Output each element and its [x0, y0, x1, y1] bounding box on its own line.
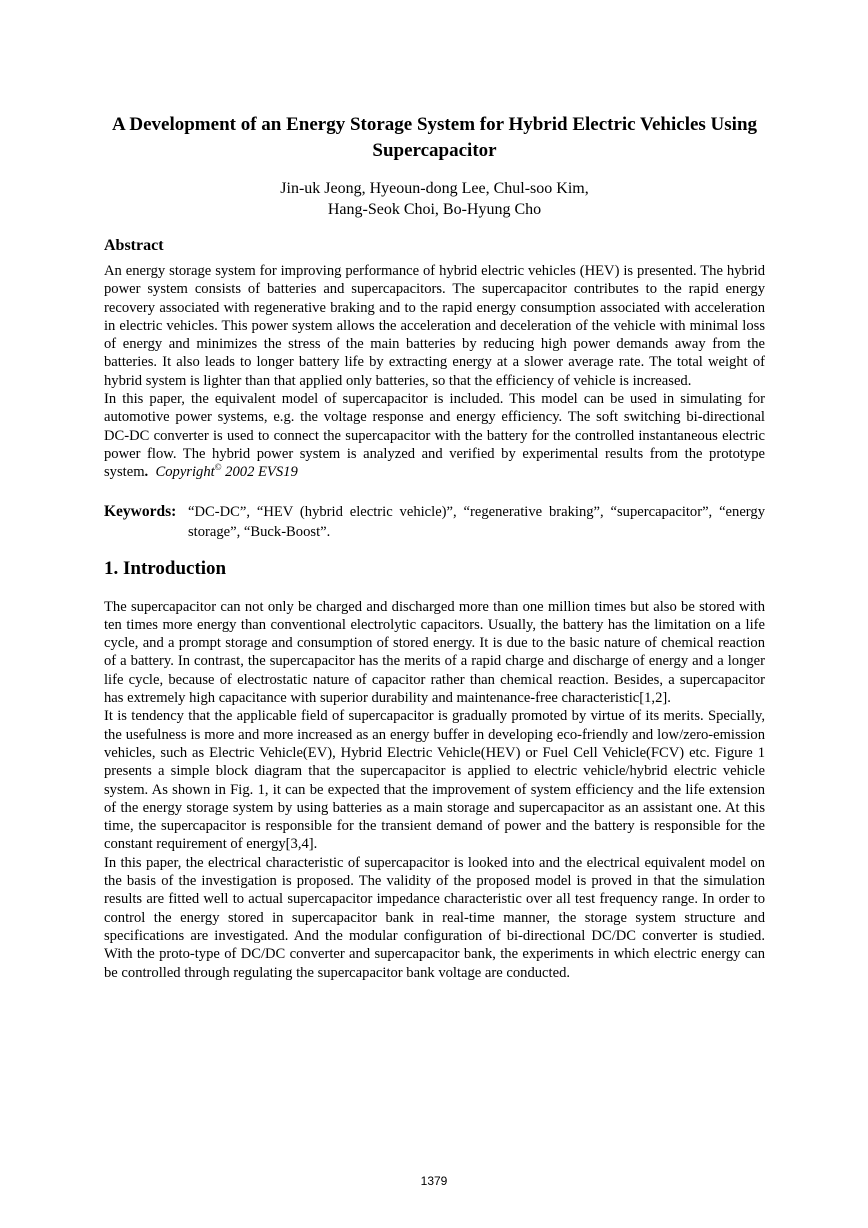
copyright-year: 2002 EVS19	[221, 464, 298, 481]
keywords-block	[104, 502, 765, 542]
abstract-paragraph-2	[104, 390, 765, 481]
abstract-heading: Abstract	[104, 237, 164, 254]
authors-line-1: Jin-uk Jeong, Hyeoun-dong Lee, Chul-soo Kim,	[280, 180, 589, 197]
paper-page	[104, 112, 765, 982]
paper-title: A Development of an Energy Storage System for Hybrid Electric Vehicles Using Supercapacitor	[111, 114, 758, 161]
author-list	[104, 178, 765, 220]
abstract-paragraph-1: An energy storage system for improving performance of hybrid electric vehicles (HEV) is presented. The hybrid power system consists of batteries and supercapacitors. The supercapacitor contributes to the rapid energy recovery associated with regenerative braking and to the rapid energy consumption associated with acceleration in electric vehicles. This power system allows the acceleration and deceleration of the vehicle with minimal loss of energy and minimizes the stress of the main batteries by reducing high power demands away from the batteries. It also leads to longer battery life by extracting energy at a slower average rate. The total weight of hybrid system is lighter than that applied only batteries, so that the efficiency of vehicle is increased.	[104, 263, 765, 389]
copyright-symbol: ©	[214, 462, 222, 473]
page-number: 1379	[420, 1174, 448, 1188]
intro-paragraph-3: In this paper, the electrical characteristic of supercapacitor is looked into and the electrical equivalent model on the basis of the investigation is proposed. The validity of the proposed model is proved in that the simulation results are fitted well to actual supercapacitor impedance characteristic over all test frequency range. In order to control the energy stored in supercapacitor bank in real-time manner, the storage system structure and specifications are investigated. And the modular configuration of bi-directional DC/DC converter is studied. With the proto-type of DC/DC converter and supercapacitor bank, the experiments in which electric energy can be controlled through regulating the supercapacitor bank voltage are conducted.	[104, 854, 765, 981]
keywords-label: Keywords:	[104, 502, 177, 520]
intro-paragraph-1: The supercapacitor can not only be charged and discharged more than one million times but also be stored with ten times more energy than conventional electrolytic capacitors. Usually, the battery has the limitation on a life cycle, and a prompt storage and consumption of stored energy. It is due to the basic nature of chemical reaction of a battery. In contrast, the supercapacitor has the merits of a rapid charge and discharge of energy and a longer life cycle, because of electrostatic nature of capacitor rather than chemical reaction. Besides, a supercapacitor has extremely high capacitance with superior durability and maintenance-free characteristic[1,2].	[104, 598, 765, 707]
keywords-list: “DC-DC”, “HEV (hybrid electric vehicle)”, “regenerative braking”, “supercapacitor”, “energy storage”, “Buck-Boost”.	[188, 503, 765, 540]
authors-line-2: Hang-Seok Choi, Bo-Hyung Cho	[327, 201, 542, 218]
abstract-period: .	[144, 464, 149, 481]
introduction-body	[104, 598, 765, 982]
intro-paragraph-2: It is tendency that the applicable field of supercapacitor is gradually promoted by virtue of its merits. Specially, the usefulness is more and more increased as an energy buffer in developing eco-friendly and low/zero-emission vehicles, such as Electric Vehicle(EV), Hybrid Electric Vehicle(HEV) or Fuel Cell Vehicle(FCV) etc. Figure 1 presents a simple block diagram that the supercapacitor is applied to electric vehicle/hybrid electric vehicle system. As shown in Fig. 1, it can be expected that the improvement of system efficiency and the life extension of the energy storage system by using batteries as a main storage and supercapacitor as an assistant one. At this time, the supercapacitor is responsible for the transient demand of power and the battery is responsible for the constant requirement of energy[3,4].	[104, 708, 765, 853]
section-heading-introduction: 1. Introduction	[104, 557, 227, 579]
copyright-word: Copyright	[155, 464, 215, 481]
abstract-paragraph-2-text: In this paper, the equivalent model of supercapacitor is included. This model can be used in simulating for automotive power systems, e.g. the voltage response and energy efficiency. The soft switching bi-directional DC-DC converter is used to connect the supercapacitor with the battery for the controlled instantaneous electric power flow. The hybrid power system is analyzed and verified by experimental results from the prototype system	[104, 391, 765, 481]
copyright-notice	[156, 464, 298, 480]
